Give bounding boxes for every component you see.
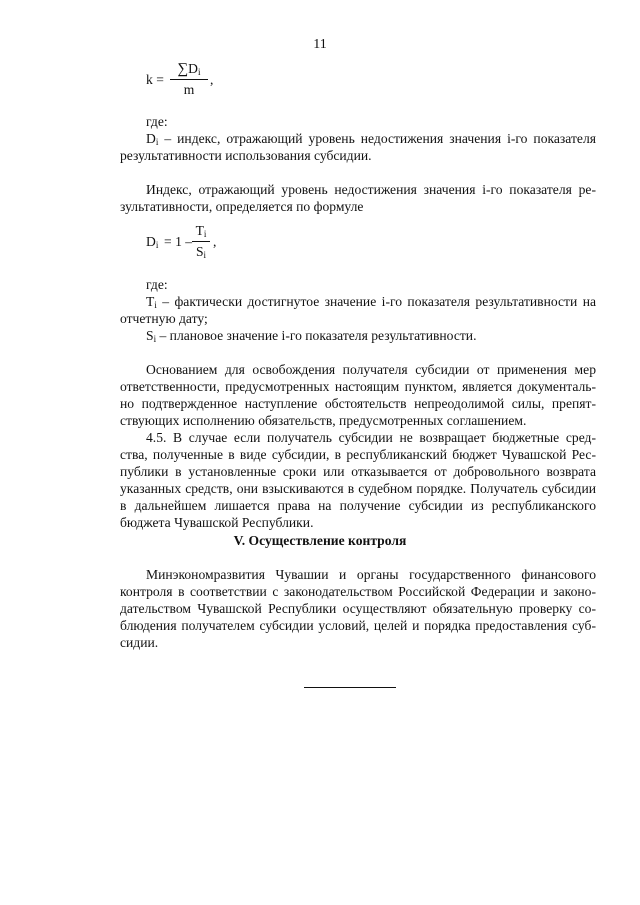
formula-d-num-sym: T xyxy=(195,223,204,238)
formula-d-lhs-sub: i xyxy=(155,240,159,250)
si-symbol: S xyxy=(146,328,154,343)
para-basis-line: ответственности, предусмотренных настоящим пунктом, является документаль- xyxy=(120,379,596,394)
para-4-5-line: указанных средств, они взыскиваются в судебном порядке. Получатель субсидии xyxy=(120,481,596,496)
formula-d xyxy=(146,222,266,264)
formula-d-tail: , xyxy=(213,234,217,249)
formula-d-den-sub: i xyxy=(203,250,207,260)
ti-subscript: i xyxy=(154,300,157,310)
para-4-5-line: бюджета Чувашской Республики. xyxy=(120,515,314,530)
closing-divider xyxy=(304,687,396,688)
para-control-line: контроля в соответствии с законодательством Российской Федерации и законо- xyxy=(120,584,596,599)
si-definition-text: – плановое значение i-го показателя результативности. xyxy=(156,328,477,343)
para-control-line: сидии. xyxy=(120,635,159,650)
formula-d-den-sym: S xyxy=(195,244,204,259)
para-control-line: Минэкономразвития Чувашии и органы государственного финансового xyxy=(146,567,596,582)
formula-d-lhs-sym: D xyxy=(146,234,156,249)
para-basis-line: но подтвержденное наступление обстоятельств непреодолимой силы, препят- xyxy=(120,396,596,411)
sum-symbol: ∑ xyxy=(177,61,189,77)
formula-d-numerator xyxy=(192,222,210,243)
formula-d-lhs xyxy=(146,233,158,254)
formula-k-tail: , xyxy=(210,72,214,87)
para-control-line: блюдения получателем субсидии условий, целей и порядка предоставления суб- xyxy=(120,618,596,633)
para-control-line: дательством Чувашской Республики осуществляют обязательную проверку со- xyxy=(120,601,596,616)
di-definition-text: – индекс, отражающий уровень недостижения значения i-го показателя xyxy=(158,131,596,146)
formula-k-numerator xyxy=(168,60,210,81)
formula-k-num-sub: i xyxy=(198,67,201,77)
formula-k xyxy=(146,60,266,100)
para-basis-line: ствующих исполнению обязательств, предусмотренных соглашением. xyxy=(120,413,527,428)
formula-d-denominator xyxy=(192,243,210,264)
page-number: 11 xyxy=(313,37,327,52)
fraction-bar xyxy=(170,79,208,80)
formula-k-denominator: m xyxy=(183,82,195,97)
definition-di-line2: результативности использования субсидии. xyxy=(120,148,372,163)
formula-k-lhs: k = xyxy=(146,72,164,87)
formula-d-num-sub: i xyxy=(203,229,207,239)
definition-si xyxy=(146,327,596,348)
para-basis-line: Основанием для освобождения получателя субсидии от применения мер xyxy=(146,362,596,377)
para-index-line1: Индекс, отражающий уровень недостижения значения i-го показателя ре- xyxy=(146,182,596,197)
where-label-1: где: xyxy=(146,114,168,129)
fraction-bar-d xyxy=(192,241,210,242)
para-index-line2: зультативности, определяется по формуле xyxy=(120,199,364,214)
ti-definition-text: – фактически достигнутое значение i-го показателя результативности на xyxy=(156,294,596,309)
formula-d-eq: = 1 – xyxy=(164,234,193,249)
di-symbol: D xyxy=(146,131,156,146)
ti-symbol: T xyxy=(146,294,155,309)
si-subscript: i xyxy=(153,334,157,344)
formula-k-num-var: D xyxy=(188,61,198,76)
para-4-5-line: публики в установленные сроки или отказывается от добровольного возврата xyxy=(120,464,596,479)
para-4-5-line: в дальнейшем лишается права на получение субсидии из республиканского xyxy=(120,498,596,513)
where-label-2: где: xyxy=(146,277,168,292)
di-subscript: i xyxy=(155,137,159,147)
section-heading: V. Осуществление контроля xyxy=(233,533,407,548)
para-4-5-line: ства, полученные в виде субсидии, в республиканский бюджет Чувашской Рес- xyxy=(120,447,596,462)
para-4-5-line: 4.5. В случае если получатель субсидии не возвращает бюджетные сред- xyxy=(146,430,596,445)
definition-ti-line2: отчетную дату; xyxy=(120,311,208,326)
